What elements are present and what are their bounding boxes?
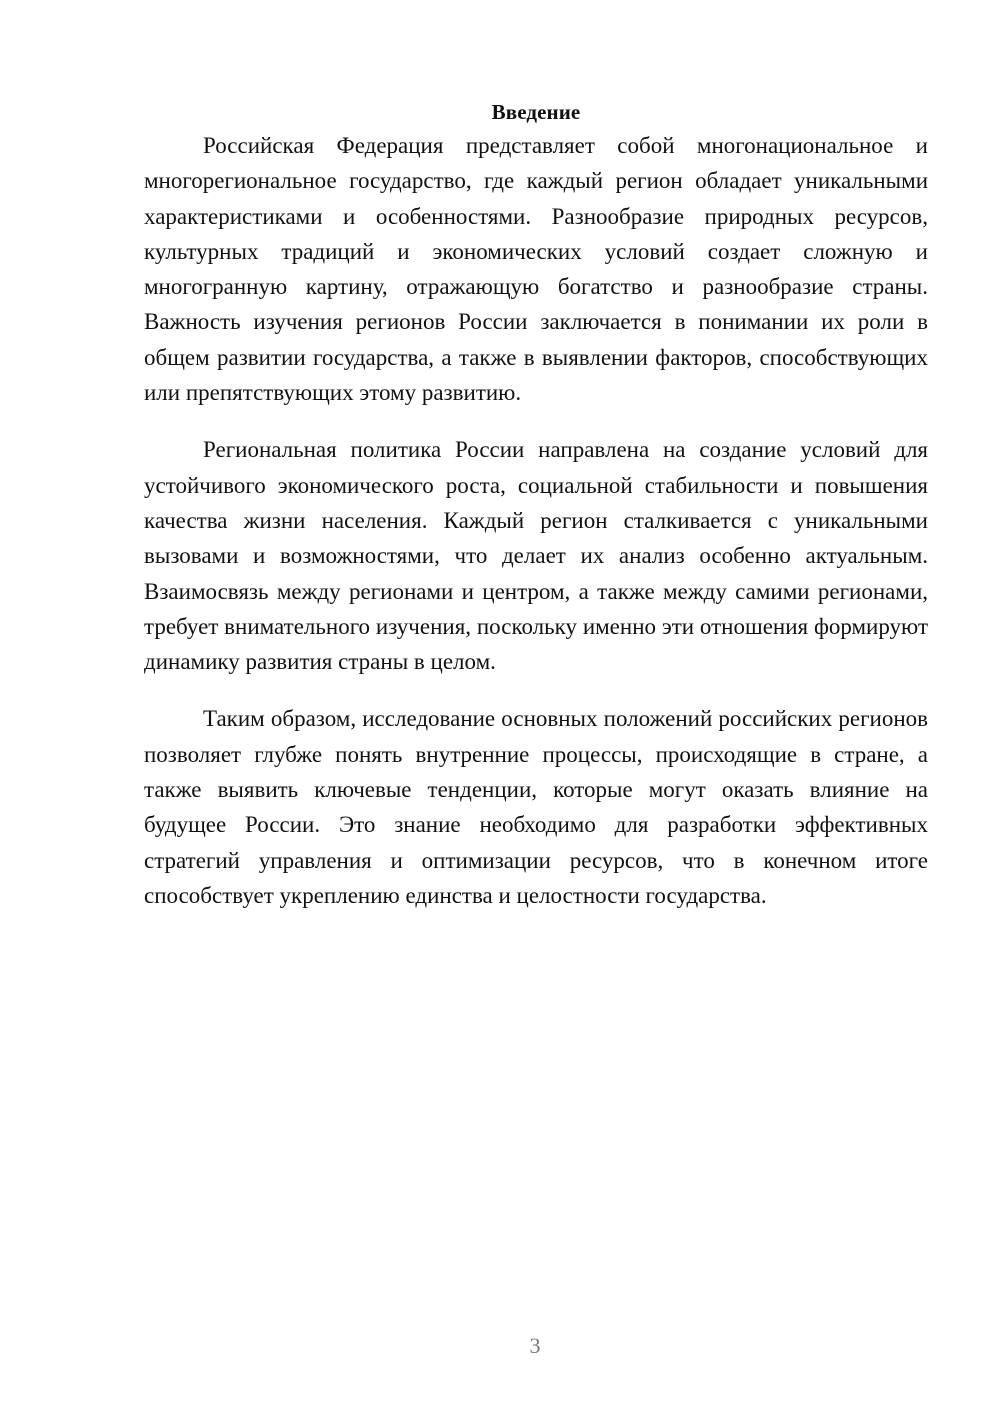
paragraph-2: Региональная политика России направлена на создание условий для устойчивого экономического роста, социальной стабильности и повышения качества жизни населения. Каждый регион сталкивается с уникальными вызовами и возможностями, что делает их анализ особенно актуальным. Взаимосвязь между регионами и центром, а также между самими регионами, требует внимательного изучения, поскольку именно эти отношения формируют динамику развития страны в целом. bbox=[144, 437, 928, 675]
page-content bbox=[144, 96, 928, 913]
page-number: 3 bbox=[529, 1333, 541, 1358]
section-title: Введение bbox=[491, 100, 581, 124]
paragraph-3: Таким образом, исследование основных положений российских регионов позволяет глубже понять внутренние процессы, происходящие в стране, а также выявить ключевые тенденции, которые могут оказать влияние на будущее России. Это знание необходимо для разработки эффективных стратегий управления и оптимизации ресурсов, что в конечном итоге способствует укреплению единства и целостности государства. bbox=[144, 706, 928, 908]
paragraph-1: Российская Федерация представляет собой многонациональное и многорегиональное государство, где каждый регион обладает уникальными характеристиками и особенностями. Разнообразие природных ресурсов, культурных традиций и экономических условий создает сложную и многогранную картину, отражающую богатство и разнообразие страны. Важность изучения регионов России заключается в понимании их роли в общем развитии государства, а также в выявлении факторов, способствующих или препятствующих этому развитию. bbox=[144, 133, 928, 406]
